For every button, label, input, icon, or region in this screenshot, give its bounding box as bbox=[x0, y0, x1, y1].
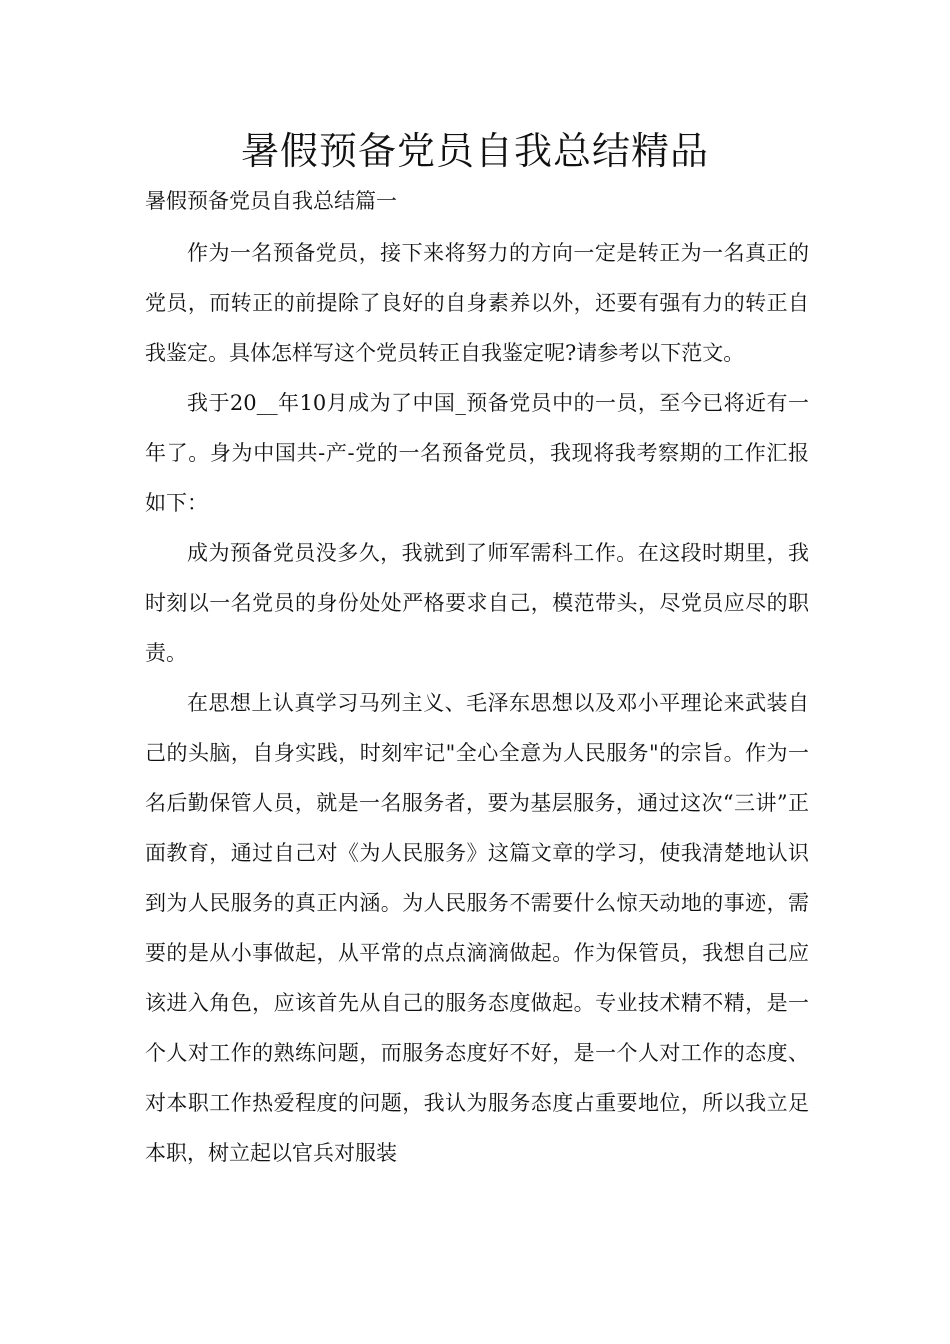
paragraph-2: 我于20__年10月成为了中国_预备党员中的一员，至今已将近有一年了。身为中国共-产-党的一名预备党员，我现将我考察期的工作汇报如下： bbox=[145, 391, 809, 515]
paragraph-3: 成为预备党员没多久，我就到了师军需科工作。在这段时期里，我时刻以一名党员的身份处处严格要求自己，模范带头，尽党员应尽的职责。 bbox=[145, 541, 809, 665]
document-body bbox=[145, 228, 809, 1178]
paragraph-4: 在思想上认真学习马列主义、毛泽东思想以及邓小平理论来武装自己的头脑，自身实践，时刻牢记"全心全意为人民服务"的宗旨。作为一名后勤保管人员，就是一名服务者，要为基层服务，通过这次“三讲”正面教育，通过自己对《为人民服务》这篇文章的学习，使我清楚地认识到为人民服务的真正内涵。为人民服务不需要什么惊天动地的事迹，需要的是从小事做起，从平常的点点滴滴做起。作为保管员，我想自己应该进入角色，应该首先从自己的服务态度做起。专业技术精不精，是一个人对工作的熟练问题，而服务态度好不好，是一个人对工作的态度、对本职工作热爱程度的问题，我认为服务态度占重要地位，所以我立足本职，树立起以官兵对服装 bbox=[145, 691, 809, 1165]
section-heading: 暑假预备党员自我总结篇一 bbox=[145, 189, 397, 213]
paragraph-1: 作为一名预备党员，接下来将努力的方向一定是转正为一名真正的党员，而转正的前提除了良好的自身素养以外，还要有强有力的转正自我鉴定。具体怎样写这个党员转正自我鉴定呢?请参考以下范文。 bbox=[145, 241, 809, 365]
document-title: 暑假预备党员自我总结精品 bbox=[240, 129, 709, 173]
